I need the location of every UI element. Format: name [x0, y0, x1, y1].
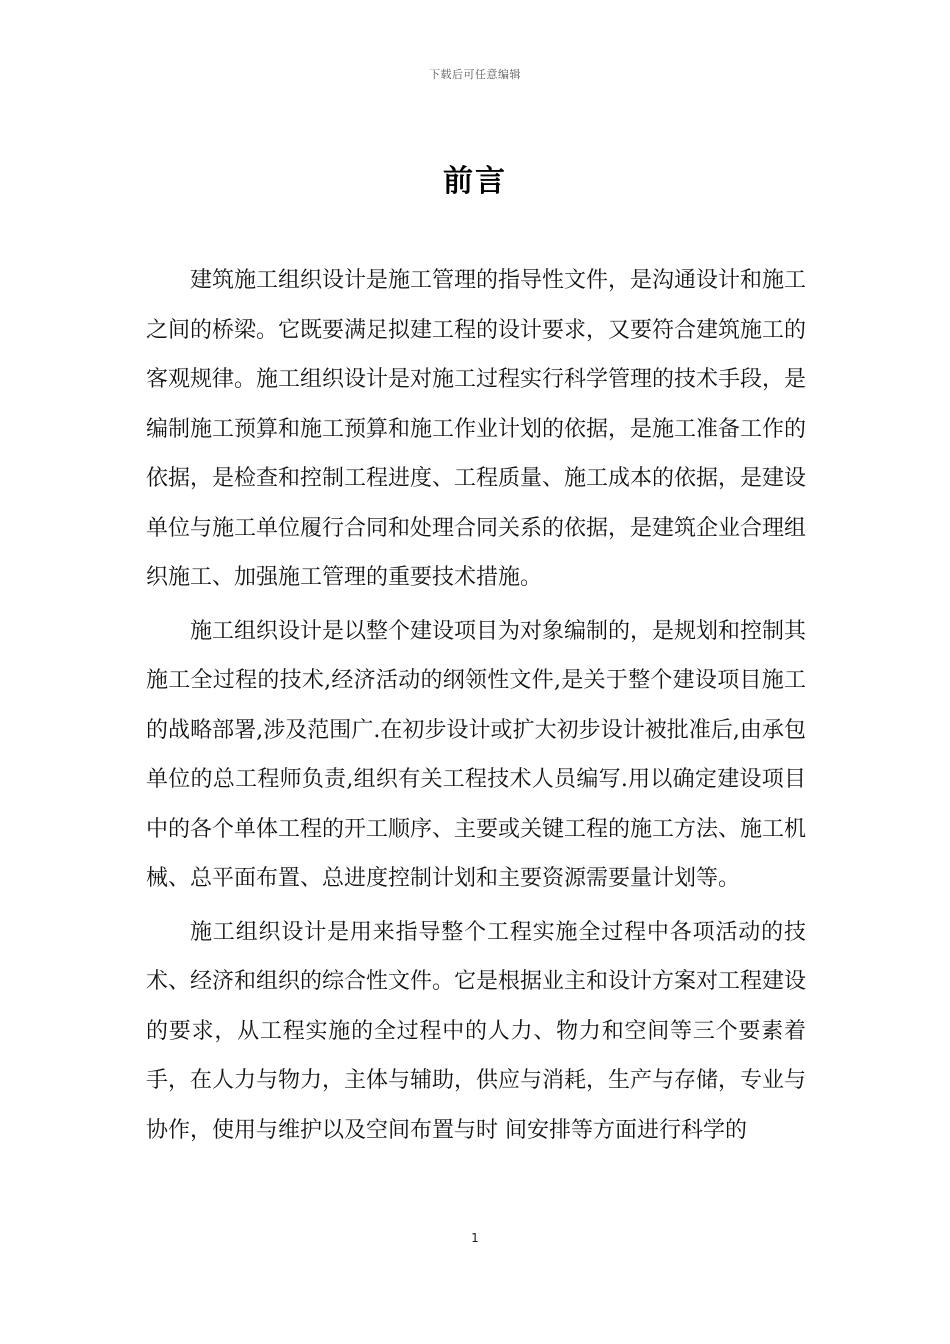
document-body: [146, 256, 806, 1155]
paragraph: 建筑施工组织设计是施工管理的指导性文件，是沟通设计和施工之间的桥梁。它既要满足拟建工程的设计要求，又要符合建筑施工的客观规律。施工组织设计是对施工过程实行科学管理的技术手段，是编制施工预算和施工预算和施工作业计划的依据，是施工准备工作的依据，是检查和控制工程进度、工程质量、施工成本的依据，是建设单位与施工单位履行合同和处理合同关系的依据，是建筑企业合理组织施工、加强施工管理的重要技术措施。: [146, 268, 807, 590]
page-number: 1: [471, 1231, 479, 1245]
page-title: 前言: [443, 164, 507, 199]
paragraph: 施工组织设计是以整个建设项目为对象编制的，是规划和控制其施工全过程的技术,经济活动的纲领性文件,是关于整个建设项目施工的战略部署,涉及范围广.在初步设计或扩大初步设计被批准后,由承包单位的总工程师负责,组织有关工程技术人员编写.用以确定建设项目中的各个单体工程的开工顺序、主要或关键工程的施工方法、施工机械、总平面布置、总进度控制计划和主要资源需要量计划等。: [146, 618, 807, 891]
page-header: 下载后可任意编辑: [429, 68, 521, 81]
paragraph: 施工组织设计是用来指导整个工程实施全过程中各项活动的技术、经济和组织的综合性文件。它是根据业主和设计方案对工程建设的要求，从工程实施的全过程中的人力、物力和空间等三个要素着手，在人力与物力，主体与辅助，供应与消耗，生产与存储，专业与协作，使用与维护以及空间布置与时 间安排等方面进行科学的: [146, 919, 807, 1143]
